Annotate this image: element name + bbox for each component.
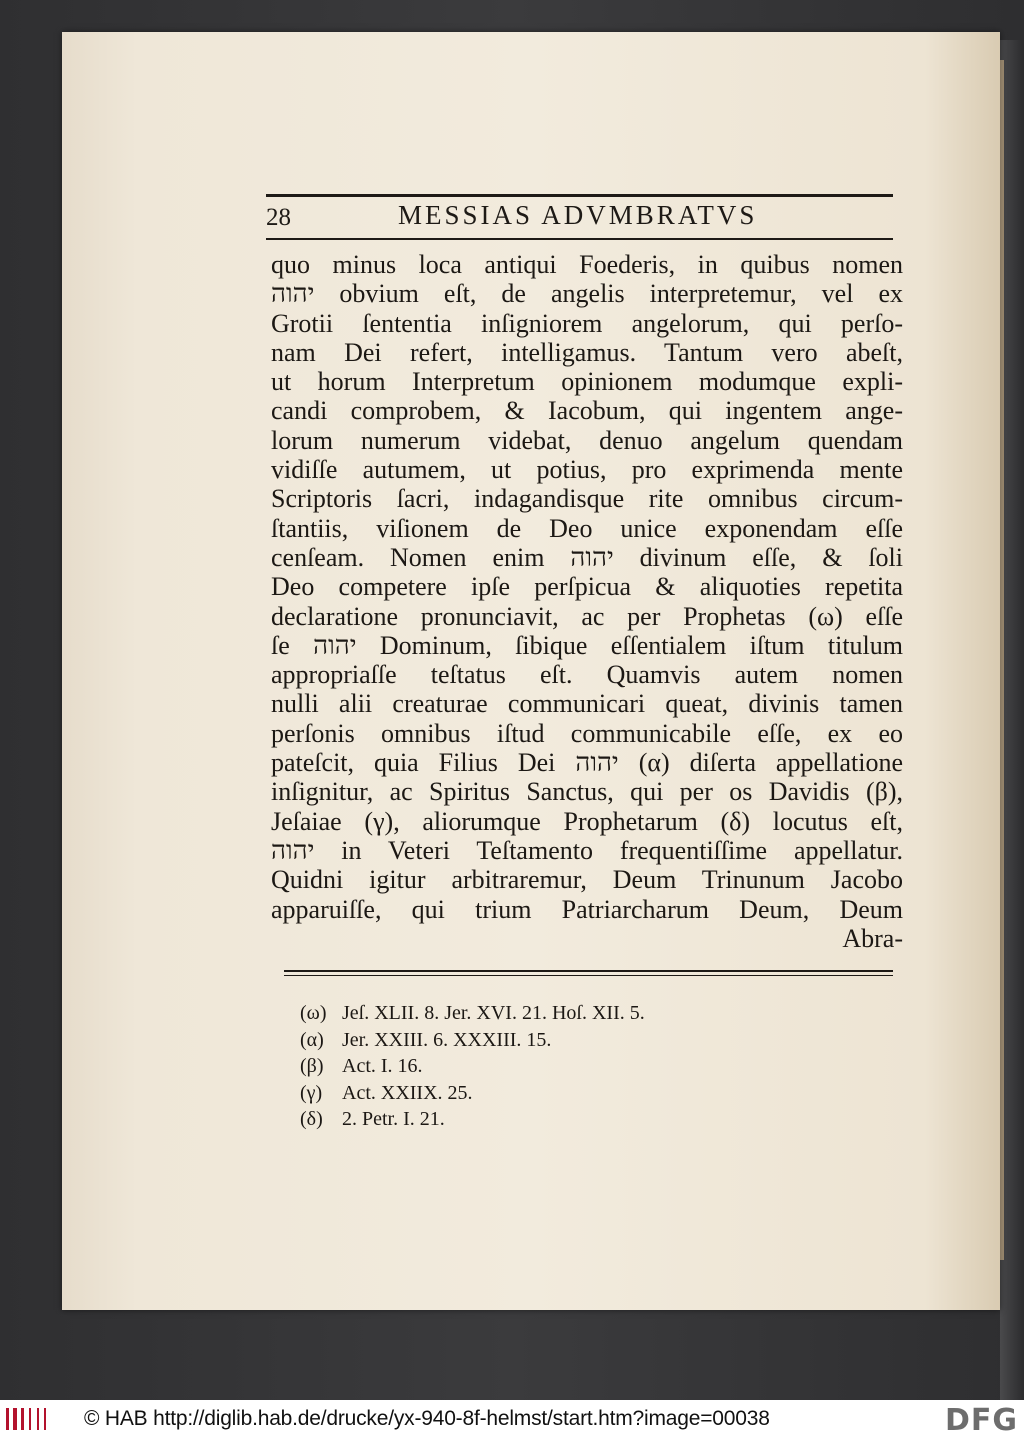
running-title: MESSIAS ADVMBRATVS: [398, 200, 758, 230]
dfg-logo: DFG: [944, 1403, 1018, 1438]
footnote-rule-thin: [284, 975, 893, 976]
footnote: [300, 1027, 800, 1054]
text-line: nam Dei refert, intelligamus. Tantum vero abeſt,: [271, 337, 903, 367]
text-line: Abra-: [842, 923, 903, 953]
text-line: vidiſſe autumem, ut potius, pro exprimenda mente: [271, 455, 903, 485]
footnote-mark: (ω): [300, 1002, 327, 1024]
footnote: [300, 1053, 800, 1080]
text-line: lorum numerum videbat, denuo angelum quendam: [271, 425, 903, 455]
text-line: candi comprobem, & Iacobum, qui ingentem ange-: [271, 396, 903, 426]
footnote: [300, 1000, 800, 1027]
text-line: ſtantiis, viſionem de Deo unice exponendam eſſe: [271, 513, 903, 543]
barcode-stripe: [13, 1408, 17, 1430]
barcode-icon: [6, 1404, 50, 1434]
text-line: ſe יהוה Dominum, ſibique eſſentialem iſtum titulum: [271, 630, 903, 660]
footnote-mark: (δ): [300, 1108, 323, 1130]
text-line: Grotii ſententia inſigniorem angelorum, qui perſo-: [271, 308, 903, 338]
text-line: apparuiſſe, qui trium Patriarcharum Deum, Deum: [271, 894, 903, 924]
text-line: declaratione pronunciavit, ac per Prophetas (ω) eſſe: [271, 601, 903, 631]
barcode-stripe: [21, 1408, 24, 1430]
footer-bar: [0, 1400, 1024, 1438]
body-text: [271, 250, 903, 953]
text-line: Quidni igitur arbitraremur, Deum Trinunum Jacobo: [271, 865, 903, 895]
text-line: perſonis omnibus iſtud communicabile eſſe, ex eo: [271, 718, 903, 748]
footnote: [300, 1106, 800, 1133]
text-line: Jeſaiae (γ), aliorumque Prophetarum (δ) locutus eſt,: [271, 806, 903, 836]
barcode-stripe: [6, 1408, 9, 1430]
barcode-stripe: [44, 1408, 46, 1430]
footnote-text: Jeſ. XLII. 8. Jer. XVI. 21. Hoſ. XII. 5.: [342, 1002, 645, 1024]
page-header: [266, 196, 893, 238]
footnote-rule: [284, 970, 893, 972]
text-line: יהוה obvium eſt, de angelis interpretemur, vel ex: [271, 279, 903, 309]
footnotes: [300, 1000, 800, 1133]
footnote-text: Act. XXIIX. 25.: [342, 1081, 473, 1104]
barcode-stripe: [37, 1408, 39, 1430]
text-line: pateſcit, quia Filius Dei יהוה (α) diſerta appellatione: [271, 748, 903, 778]
footnote-text: Act. I. 16.: [342, 1055, 423, 1077]
header-bottom-rule: [266, 238, 893, 240]
text-line: nulli alii creaturae communicari queat, divinis tamen: [271, 689, 903, 719]
text-line: inſignitur, ac Spiritus Sanctus, qui per os Davidis (β),: [271, 777, 903, 807]
text-line: Deo competere ipſe perſpicua & aliquoties repetita: [271, 572, 903, 602]
barcode-stripe: [29, 1408, 31, 1430]
page-number: 28: [266, 204, 291, 231]
footnote: [300, 1080, 800, 1107]
text-line: cenſeam. Nomen enim יהוה divinum eſſe, & ſoli: [271, 542, 904, 572]
text-line: Scriptoris ſacri, indagandisque rite omnibus circum-: [271, 484, 903, 514]
footnote-mark: (β): [300, 1055, 324, 1077]
footnote-mark: (γ): [300, 1081, 323, 1104]
text-line: quo minus loca antiqui Foederis, in quibus nomen: [271, 250, 903, 279]
footnote-mark: (α): [300, 1028, 324, 1051]
text-line: appropriaſſe teſtatus eſt. Quamvis autem nomen: [271, 660, 903, 690]
footnote-text: 2. Petr. I. 21.: [342, 1108, 445, 1130]
footnote-text: Jer. XXIII. 6. XXXIII. 15.: [342, 1028, 552, 1051]
text-line: ut horum Interpretum opinionem modumque expli-: [271, 367, 903, 397]
copyright-link[interactable]: © HAB http://diglib.hab.de/drucke/yx-940-8f-helmst/start.htm?image=00038: [84, 1407, 770, 1430]
text-line: יהוה in Veteri Teſtamento frequentiſſime appellatur.: [271, 835, 903, 865]
